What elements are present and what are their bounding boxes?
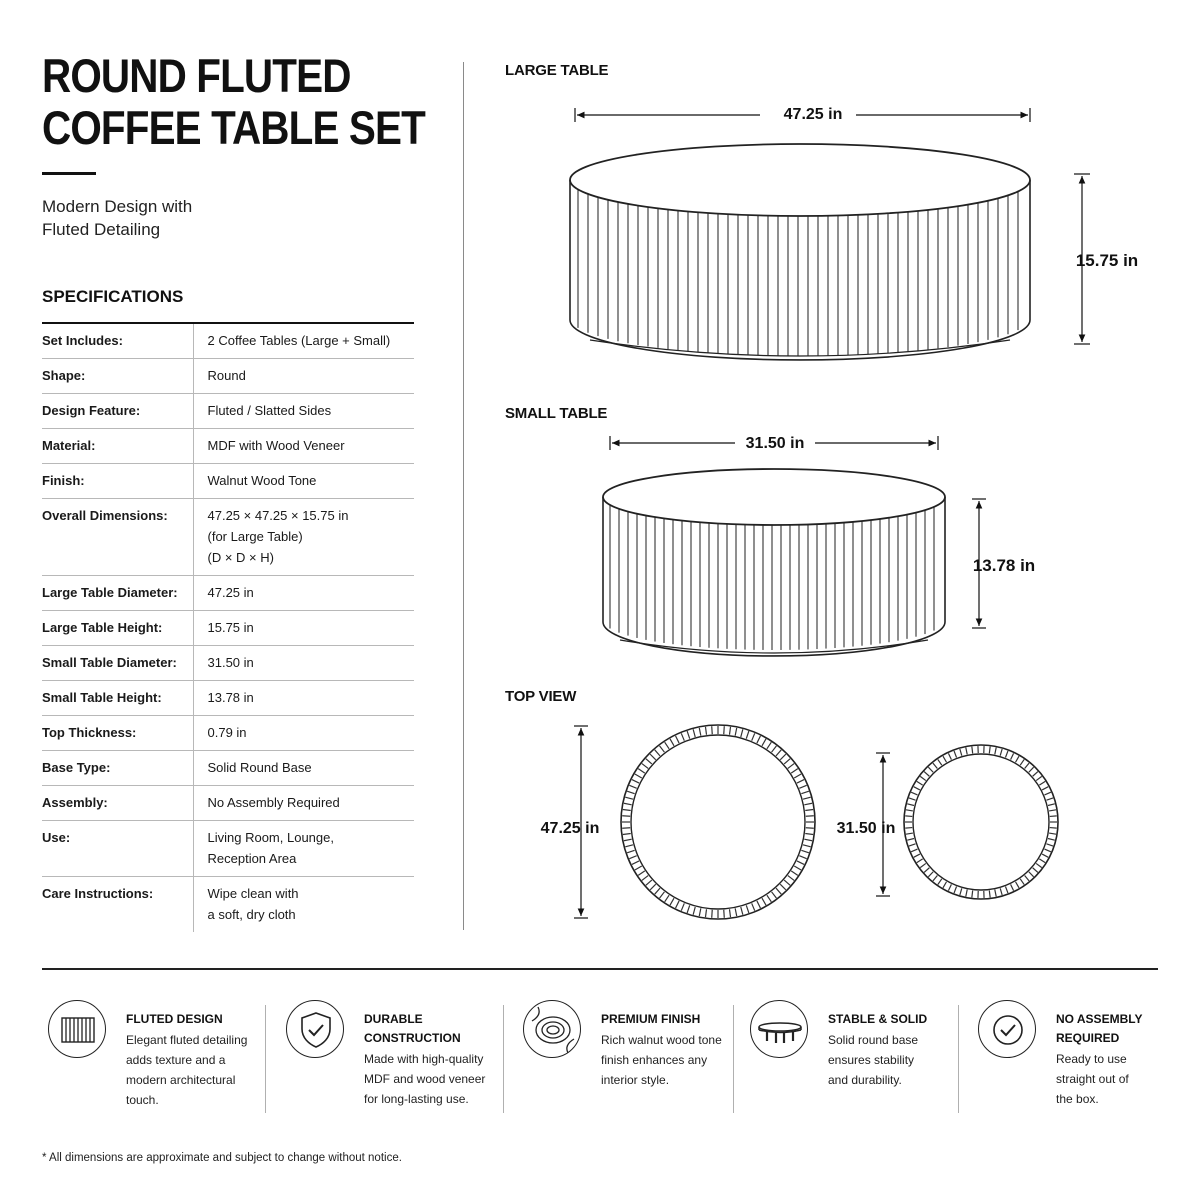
small-width-value: 31.50 in [745,435,805,452]
spec-value: 2 Coffee Tables (Large + Small) [193,324,414,359]
title-line-2: COFFEE TABLE SET [42,101,425,154]
large-height-value: 15.75 in [1075,251,1139,270]
rim-tick [712,910,713,918]
top-view-label: TOP VIEW [505,688,577,705]
spec-label: Top Thickness: [42,716,193,751]
spec-value: Fluted / Slatted Sides [193,394,414,429]
feature-no-assembly [978,1000,1168,1120]
spec-label: Overall Dimensions: [42,499,193,576]
spec-label: Finish: [42,464,193,499]
feature-title: FLUTED DESIGN [126,1012,223,1026]
feature-title: NO ASSEMBLY REQUIRED [1056,1012,1143,1045]
specifications-heading: SPECIFICATIONS [42,287,184,306]
spec-label: Material: [42,429,193,464]
table-icon [750,1000,808,1058]
spec-label: Large Table Height: [42,611,193,646]
feature-description: Solid round base ensures stability and durability. [828,1033,919,1087]
rim-tick [905,816,912,817]
spec-value: Round [193,359,414,394]
feature-description: Made with high-quality MDF and wood veneer for long-lasting use. [364,1052,486,1106]
large-top-diameter-value: 47.25 in [540,820,600,837]
shield-check-icon [286,1000,344,1058]
rim-tick [972,747,973,754]
rim-tick [989,747,990,754]
wood-grain-icon [523,1000,581,1058]
rim-tick [806,828,814,829]
spec-label: Base Type: [42,751,193,786]
feature-separator [733,1005,734,1113]
spec-value: Solid Round Base [193,751,414,786]
small-top-diameter-value: 31.50 in [836,820,896,837]
spec-value: Walnut Wood Tone [193,464,414,499]
large-width-value: 47.25 in [783,106,843,123]
feature-stable-solid [750,1000,960,1120]
spec-value: 47.25 × 47.25 × 15.75 in (for Large Table) (D × D × H) [193,499,414,576]
spec-value: 47.25 in [193,576,414,611]
spec-value: 15.75 in [193,611,414,646]
small-top-view [904,745,1058,899]
spec-value: MDF with Wood Veneer [193,429,414,464]
rim-tick [972,890,973,897]
spec-label: Use: [42,821,193,877]
spec-label: Set Includes: [42,324,193,359]
small-table-label: SMALL TABLE [505,405,608,422]
spec-label: Large Table Diameter: [42,576,193,611]
spec-label: Assembly: [42,786,193,821]
large-table-label: LARGE TABLE [505,62,609,79]
feature-title: PREMIUM FINISH [601,1012,701,1026]
spec-value: 0.79 in [193,716,414,751]
spec-value: 13.78 in [193,681,414,716]
spec-value: No Assembly Required [193,786,414,821]
feature-description: Rich walnut wood tone finish enhances any interior style. [601,1033,722,1087]
rim-tick [712,726,713,734]
feature-premium-finish [523,1000,733,1120]
rim-tick [622,816,630,817]
feature-durable-construction [286,1000,496,1120]
large-top-dimension [541,726,600,918]
spec-label: Care Instructions: [42,886,154,901]
spec-value: 31.50 in [193,646,414,681]
subtitle-line-2: Fluted Detailing [42,220,161,239]
small-table-drawing [603,469,945,656]
feature-separator [958,1005,959,1113]
check-circle-icon [978,1000,1036,1058]
feature-fluted-design [48,1000,258,1120]
large-width-dimension [575,106,1030,123]
small-height-value: 13.78 in [972,556,1036,575]
rim-tick [1050,816,1057,817]
feature-separator [503,1005,504,1113]
small-height-dimension [972,499,1035,628]
spec-value: Wipe clean with a soft, dry cloth [193,877,414,933]
rim-tick [724,726,725,734]
feature-strip-rule [42,968,1158,970]
spec-label: Design Feature: [42,394,193,429]
spec-label: Shape: [42,359,193,394]
footnote: * All dimensions are approximate and subject to change without notice. [42,1152,402,1164]
large-table-drawing [570,144,1030,360]
spec-label: Small Table Diameter: [42,646,193,681]
feature-title: DURABLE CONSTRUCTION [364,1012,461,1045]
large-top-view [621,725,815,919]
title-line-1: ROUND FLUTED [42,49,351,102]
feature-title: STABLE & SOLID [828,1012,928,1026]
spec-label: Small Table Height: [42,681,193,716]
rim-tick [724,910,725,918]
rim-tick [806,816,814,817]
fluted-panel-icon [48,1000,106,1058]
rim-tick [989,890,990,897]
rim-tick [622,828,630,829]
feature-description: Ready to use straight out of the box. [1056,1052,1129,1106]
feature-description: Elegant fluted detailing adds texture and a modern architectural touch. [126,1033,248,1107]
feature-separator [265,1005,266,1113]
small-top-dimension [837,753,896,896]
large-height-dimension [1074,174,1138,344]
rim-tick [1050,828,1057,829]
spec-value: Living Room, Lounge, Reception Area [193,821,414,877]
subtitle-line-1: Modern Design with [42,197,193,216]
rim-tick [905,828,912,829]
small-width-dimension [610,435,938,452]
